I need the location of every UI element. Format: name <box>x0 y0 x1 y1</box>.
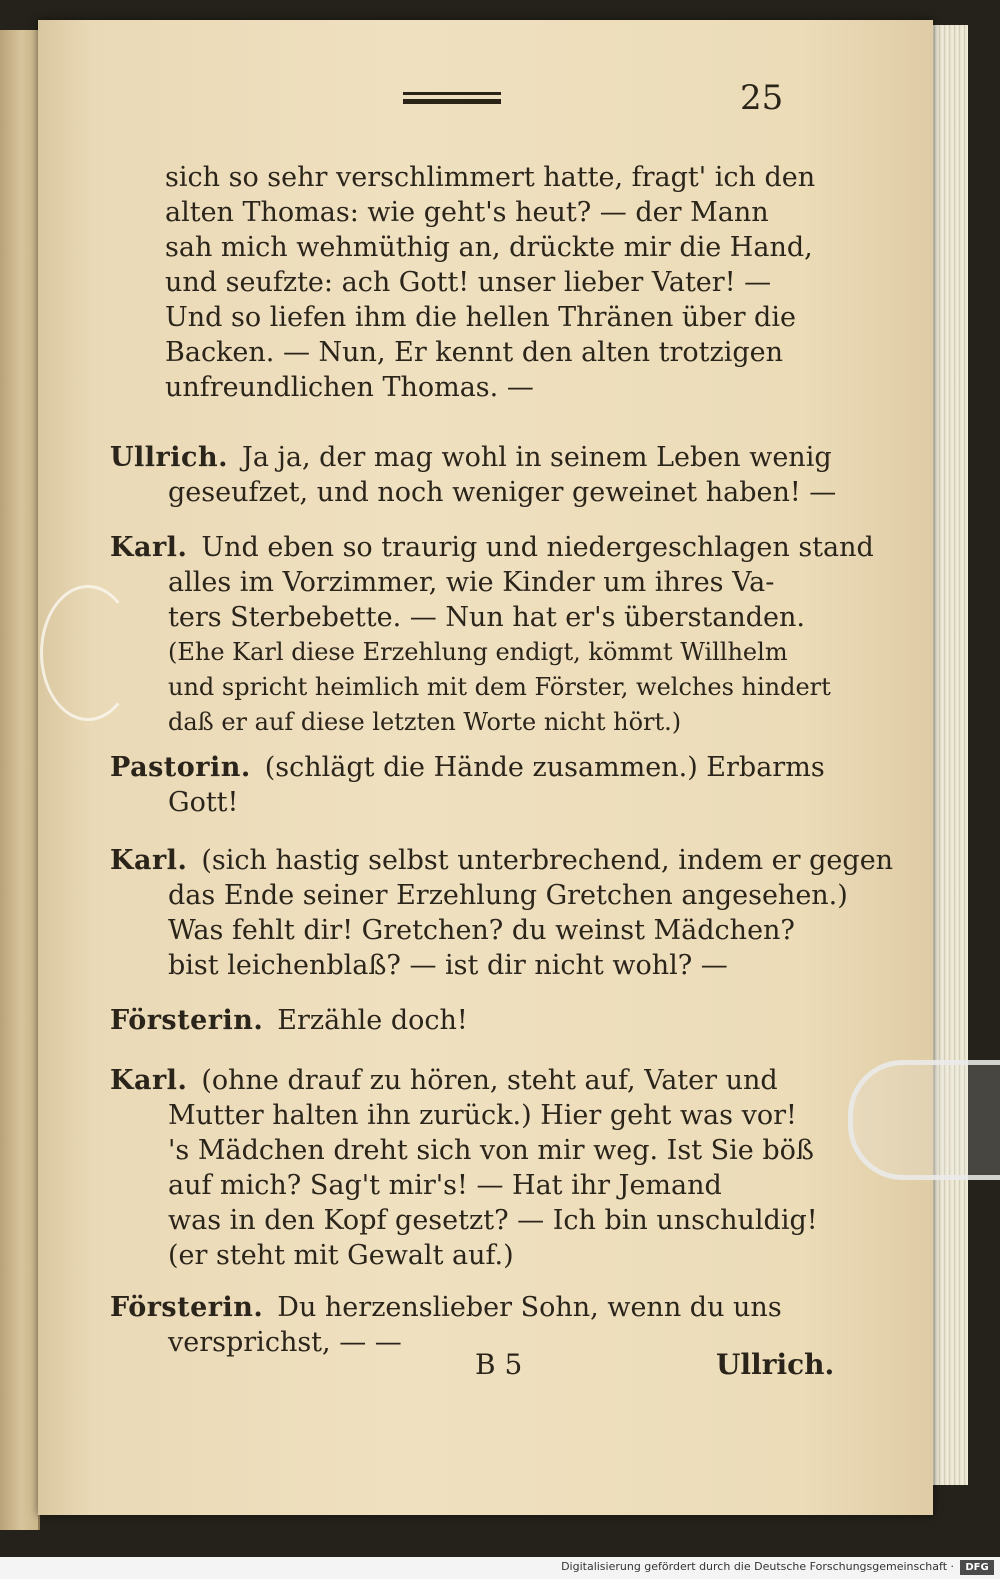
text-line: (er steht mit Gewalt auf.) <box>168 1240 514 1271</box>
text-line: (sich hastig selbst unterbrechend, indem er gegen <box>201 845 894 876</box>
stage-direction: daß er auf diese letzten Worte nicht hört.) <box>168 708 682 736</box>
paragraph-continuation <box>165 160 816 405</box>
text-line: (ohne drauf zu hören, steht auf, Vater und <box>201 1065 778 1096</box>
text-line: (schlägt die Hände zusammen.) Erbarms <box>264 752 825 783</box>
page-footer <box>180 1348 835 1388</box>
text-line: Erzähle doch! <box>277 1005 468 1036</box>
text-line: das Ende seiner Erzehlung Gretchen angesehen.) <box>168 880 848 911</box>
text-line: Was fehlt dir! Gretchen? du weinst Mädchen? <box>168 915 795 946</box>
text-line: auf mich? Sag't mir's! — Hat ihr Jemand <box>168 1170 722 1201</box>
dialogue-karl-3 <box>110 1063 818 1273</box>
text-line: Du herzenslieber Sohn, wenn du uns <box>277 1292 782 1323</box>
signature-mark: B 5 <box>475 1348 523 1381</box>
text-line: Ja ja, der mag wohl in seinem Leben wenig <box>242 442 832 473</box>
text-line: Mutter halten ihn zurück.) Hier geht was vor! <box>168 1100 797 1131</box>
text-line: Gott! <box>168 787 239 818</box>
text-line: bist leichenblaß? — ist dir nicht wohl? — <box>168 950 728 981</box>
text-line: Backen. — Nun, Er kennt den alten trotzigen <box>165 337 783 368</box>
speaker-name: Ullrich. <box>110 442 229 473</box>
stage-direction: (Ehe Karl diese Erzehlung endigt, kömmt Willhelm <box>168 638 788 666</box>
left-page-edge <box>0 30 40 1530</box>
text-line: 's Mädchen dreht sich von mir weg. Ist Sie böß <box>168 1135 814 1166</box>
header-rule <box>403 92 501 104</box>
speaker-name: Karl. <box>110 845 188 876</box>
dialogue-karl-2 <box>110 843 894 983</box>
text-line: ters Sterbebette. — Nun hat er's überstanden. <box>168 602 805 633</box>
dialogue-pastorin <box>110 750 825 820</box>
credit-bar <box>0 1557 1000 1579</box>
text-line: was in den Kopf gesetzt? — Ich bin unschuldig! <box>168 1205 818 1236</box>
text-line: Und eben so traurig und niedergeschlagen stand <box>201 532 874 563</box>
text-line: Und so liefen ihm die hellen Thränen über die <box>165 302 796 333</box>
dialogue-ullrich <box>110 440 837 510</box>
dialogue-foersterin-1 <box>110 1003 810 1038</box>
text-line: sich so sehr verschlimmert hatte, fragt' ich den <box>165 162 816 193</box>
text-line: alles im Vorzimmer, wie Kinder um ihres Va- <box>168 567 775 598</box>
text-line: geseufzet, und noch weniger geweinet haben! — <box>168 477 837 508</box>
catchword: Ullrich. <box>716 1348 835 1381</box>
speaker-name: Försterin. <box>110 1292 264 1323</box>
speaker-name: Karl. <box>110 1065 188 1096</box>
text-line: versprichst, — — <box>168 1327 402 1358</box>
speaker-name: Försterin. <box>110 1005 264 1036</box>
dialogue-karl-1 <box>110 530 874 740</box>
speaker-name: Karl. <box>110 532 188 563</box>
text-line: sah mich wehmüthig an, drückte mir die Hand, <box>165 232 813 263</box>
speaker-name: Pastorin. <box>110 752 251 783</box>
page-number: 25 <box>740 78 784 118</box>
text-line: alten Thomas: wie geht's heut? — der Mann <box>165 197 769 228</box>
credit-text: Digitalisierung gefördert durch die Deutsche Forschungsgemeinschaft · <box>561 1560 954 1573</box>
dfg-logo-icon: DFG <box>960 1560 994 1575</box>
text-line: unfreundlichen Thomas. — <box>165 372 534 403</box>
bookmark-thread <box>40 585 136 721</box>
stage-direction: und spricht heimlich mit dem Förster, welches hindert <box>168 673 831 701</box>
text-line: und seufzte: ach Gott! unser lieber Vater! — <box>165 267 772 298</box>
page-clip <box>848 1060 1000 1180</box>
